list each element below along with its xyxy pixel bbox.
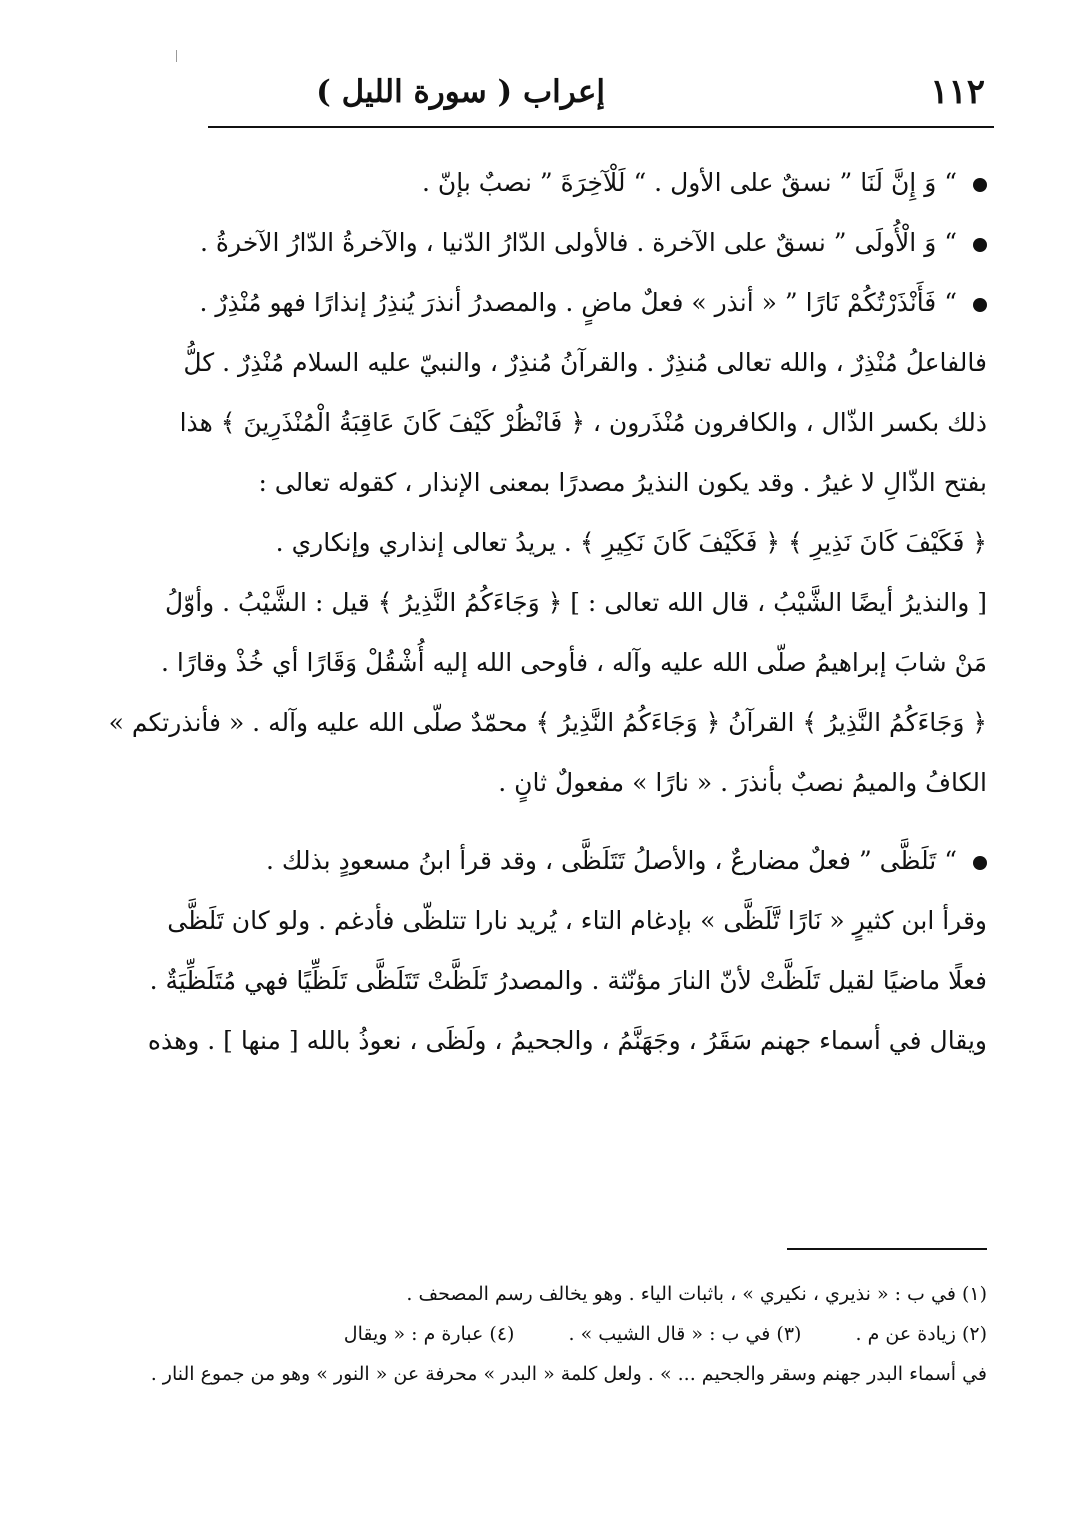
text-line-5: ذلك بكسر الذّال ، والكافرون مُنْذَرون ، ﴿ فَانْظُرْ كَيْفَ كَانَ عَاقِبَةُ الْمُنْذَرِينَ ﴾ هذا (179, 408, 987, 437)
footnotes (150, 1278, 987, 1398)
line-text: “ فَأَنْذَرْتُكُمْ نَارًا ” « أنذر » فعلٌ ماضٍ . والمصدرُ أنذرَ يُنذِرُ إنذارًا فهو مُنْذِرٌ . (199, 288, 957, 317)
footnote-3: (٣) في ب : « قال الشيب » . (568, 1323, 802, 1345)
footnote-1: (١) في ب : « نذيري ، نكيري » ، باثبات الياء . وهو يخالف رسم المصحف . (406, 1283, 987, 1305)
text-line-14: فعلًا ماضيًا لقيل تَلَظَّتْ لأنّ النارَ مؤنّثة . والمصدرُ تَلَظَّتْ تَتَلَظَّى تَلَظِّيًا فهي مُتَلَظِّيَةٌ . (149, 966, 987, 995)
bullet-icon (973, 298, 987, 312)
line-text: “ تَلَظَّى ” فعلٌ مضارعٌ ، والأصلُ تَتَلَظَّى ، وقد قرأ ابنُ مسعودٍ بذلك . (265, 846, 957, 875)
footnote-rule (787, 1248, 987, 1250)
text-line-4: فالفاعلُ مُنْذِرٌ ، والله تعالى مُنذِرٌ . والقرآنُ مُنذِرٌ ، والنبيّ عليه السلام مُنْذِرٌ . كلُّ (183, 348, 987, 377)
text-line-1 (232, 168, 987, 228)
paragraph-gap (232, 828, 987, 846)
text-line-6: بفتح الذّالِ لا غيرُ . وقد يكون النذيرُ مصدرًا بمعنى الإنذار ، كقوله تعالى : (258, 468, 987, 497)
text-line-9: مَنْ شابَ إبراهيمُ صلّى الله عليه وآله ، فأوحى الله إليه أُشْقُلْ وَقَارًا أي خُذْ وقارًا . (160, 648, 987, 677)
footnote-4-continued: في أسماء البدر جهنم وسقر والجحيم ... » . ولعل كلمة « البدر » محرفة عن « النور » وهو من جموع النار . (150, 1363, 987, 1385)
running-title: إعراب ( سورة الليل ) (316, 74, 605, 110)
bullet-icon (973, 238, 987, 252)
text-line-13: وقرأ ابن كثيرٍ « نَارًا تَّلَظَّى » بإدغام التاء ، يُريد نارا تتلظّى فأدغم . ولو كان تَلَظَّى (167, 906, 987, 935)
text-line-11: الكافُ والميمُ نصبٌ بأنذرَ . « نارًا » مفعولٌ ثانٍ . (498, 768, 987, 797)
footnote-2: (٢) زيادة عن م . (855, 1323, 987, 1345)
text-line-3 (199, 288, 987, 348)
text-line-12 (232, 846, 987, 906)
text-line-15: ويقال في أسماء جهنم سَقَرُ ، وجَهَنَّمُ ، والجحيمُ ، ولَظَى ، نعوذُ بالله [ منها ] . وهذه (147, 1026, 987, 1055)
line-text: “ وَ الْأُولَى ” نسقٌ على الآخرة . فالأولى الدّارُ الدّنيا ، والآخرةُ الدّارُ الآخرةُ . (200, 228, 957, 257)
bullet-icon (973, 178, 987, 192)
text-line-10: ﴿ وَجَاءَكُمُ النَّذِيرُ ﴾ القرآنُ ﴿ وَجَاءَكُمُ النَّذِيرُ ﴾ محمّدٌ صلّى الله عليه وآله . « فأنذرتكم » (108, 708, 987, 737)
footnote-row (232, 1318, 987, 1358)
main-text (108, 168, 987, 1086)
text-line-2 (200, 228, 987, 288)
bullet-icon (973, 856, 987, 870)
scan-mark (176, 50, 177, 62)
footnote-4: (٤) عبارة م : « ويقال (343, 1323, 515, 1345)
text-line-7: ﴿ فَكَيْفَ كَانَ نَذِيرِ ﴾ ﴿ فَكَيْفَ كَانَ نَكِيرِ ﴾ . يريدُ تعالى إنذاري وإنكاري . (275, 528, 987, 557)
text-line-8: [ والنذيرُ أيضًا الشَّيْبُ ، قال الله تعالى : ] ﴿ وَجَاءَكُمُ النَّذِيرُ ﴾ قيل : الشَّيْبُ . وأوّلُ (164, 588, 987, 617)
line-text: “ وَ إِنَّ لَنَا ” نسقٌ على الأول . “ لَلْآخِرَةَ ” نصبٌ بإنّ . (421, 168, 957, 197)
page-header (210, 68, 985, 122)
page-number: ١١٢ (930, 72, 985, 112)
header-rule (208, 126, 994, 128)
